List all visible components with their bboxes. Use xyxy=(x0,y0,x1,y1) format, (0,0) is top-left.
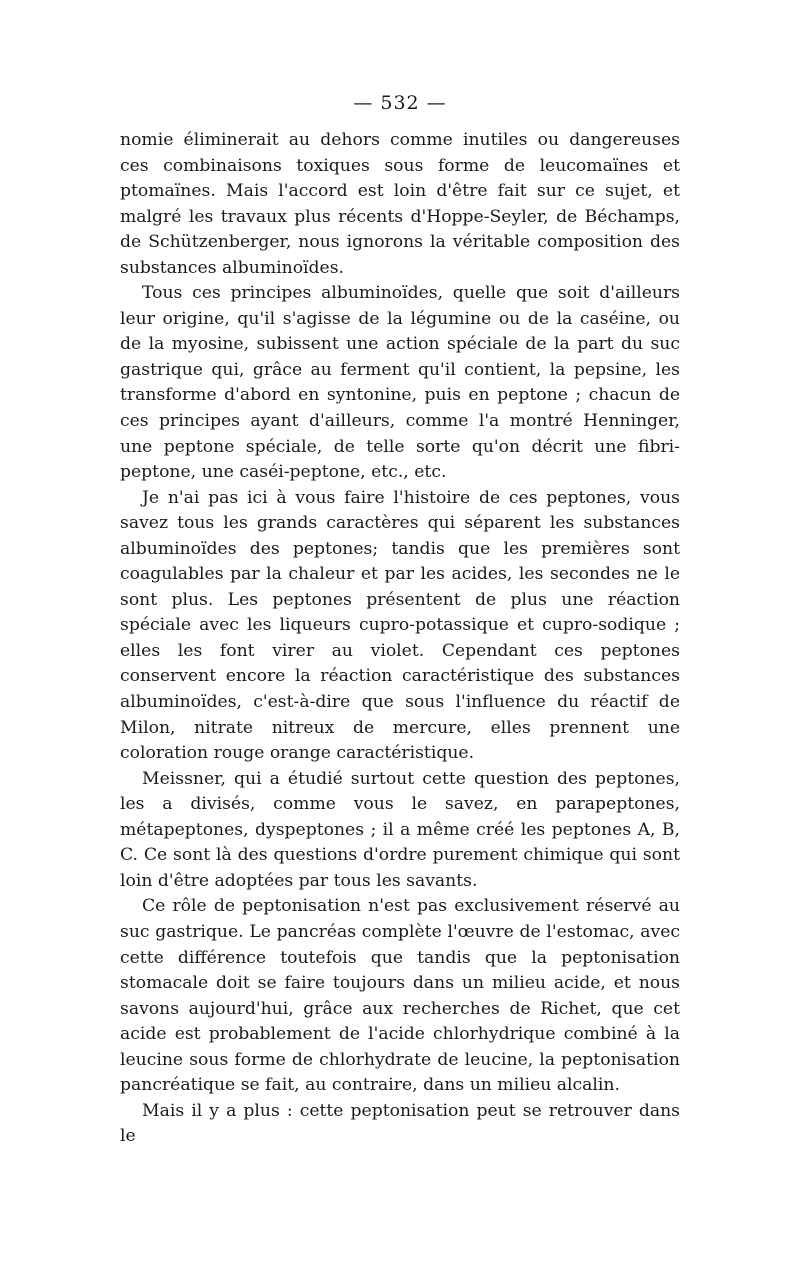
paragraph: Je n'ai pas ici à vous faire l'histoire de ces peptones, vous savez tous les grands caractères qui séparent les substances albuminoïdes des peptones; tandis que les premières sont coagulables par la chaleur et par les acides, les secondes ne le sont plus. Les peptones présentent de plus une réaction spéciale avec les liqueurs cupro-potassique et cupro-sodique ; elles les font virer au violet. Cependant ces peptones conservent encore la réaction caractéristique des substances albuminoïdes, c'est-à-dire que sous l'influence du réactif de Milon, nitrate nitreux de mercure, elles prennent une coloration rouge orange caractéristique. xyxy=(120,487,680,764)
paragraph: Tous ces principes albuminoïdes, quelle que soit d'ailleurs leur origine, qu'il s'agisse de la légumine ou de la caséine, ou de la myosine, subissent une action spéciale de la part du suc gastrique qui, grâce au ferment qu'il contient, la pepsine, les transforme d'abord en syntonine, puis en peptone ; chacun de ces principes ayant d'ailleurs, comme l'a montré Henninger, une peptone spéciale, de telle sorte qu'on décrit une fibri-peptone, une caséi-peptone, etc., etc. xyxy=(120,283,680,483)
paragraph-last: Mais il y a plus : cette peptonisation peut se retrouver dans le xyxy=(120,1100,680,1147)
paragraph-continued: nomie éliminerait au dehors comme inutiles ou dangereuses ces combinaisons toxiques sous forme de leucomaïnes et ptomaïnes. Mais l'accord est loin d'être fait sur ce sujet, et malgré les travaux plus récents d'Hoppe-Seyler, de Béchamps, de Schützenberger, nous ignorons la véritable composition des substances albuminoïdes. xyxy=(120,130,680,278)
body-text xyxy=(120,128,680,1150)
page-number: — 532 — xyxy=(353,92,447,114)
paragraph: Meissner, qui a étudié surtout cette question des peptones, les a divisés, comme vous le savez, en parapeptones, métapeptones, dyspeptones ; il a même créé les peptones A, B, C. Ce sont là des questions d'ordre purement chimique qui sont loin d'être adoptées par tous les savants. xyxy=(120,768,680,891)
paragraph: Ce rôle de peptonisation n'est pas exclusivement réservé au suc gastrique. Le pancréas complète l'œuvre de l'estomac, avec cette différence toutefois que tandis que la peptonisation stomacale doit se faire toujours dans un milieu acide, et nous savons aujourd'hui, grâce aux recherches de Richet, que cet acide est probablement de l'acide chlorhydrique combiné à la leucine sous forme de chlorhydrate de leucine, la peptonisation pancréatique se fait, au contraire, dans un milieu alcalin. xyxy=(120,896,680,1096)
